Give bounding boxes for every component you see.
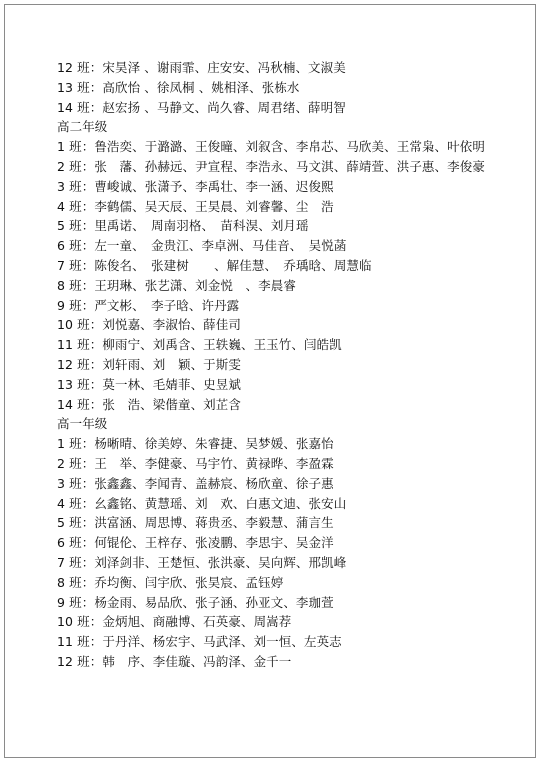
grade-heading: 高一年级 — [57, 416, 108, 432]
list-line: 14 班：张 浩、梁偕童、刘芷含 — [57, 396, 241, 412]
list-line: 7 班：刘泽剑非、王楚恒、张洪豪、吴向辉、邢凯峰 — [57, 554, 347, 570]
list-line: 5 班：洪富涵、周思博、蒋贵丞、李毅慧、蒲言生 — [57, 515, 334, 531]
list-line: 4 班：幺鑫铭、黄慧瑶、刘 欢、白惠文迪、张安山 — [57, 495, 347, 511]
list-line: 10 班：金炳旭、商融博、石英豪、周嵩荐 — [57, 614, 292, 630]
list-line: 4 班：李鹤儒、吴天辰、王昊晨、刘睿馨、尘 浩 — [57, 198, 334, 214]
list-line: 7 班：陈俊名、 张建树 、解佳慧、 乔瑀晗、周慧临 — [57, 257, 372, 273]
list-line: 9 班：严文彬、 李子晗、许丹露 — [57, 297, 240, 313]
document-page — [4, 4, 536, 758]
list-line: 1 班：鲁浩奕、于潞潞、王俊曈、刘叙含、李帛芯、马欣美、王常枭、叶依明 — [57, 139, 485, 155]
list-line: 3 班：张鑫鑫、李闻青、盖赫宸、杨欣童、徐子惠 — [57, 475, 334, 491]
list-line: 2 班：王 举、李健豪、马宇竹、黄禄晔、李盈霖 — [57, 455, 334, 471]
list-line: 3 班：曹峻诚、张潇予、李禹壮、李一涵、迟俊熙 — [57, 178, 334, 194]
list-line: 5 班：里禹诺、 周南羽格、 苗科淏、刘月瑶 — [57, 218, 309, 234]
list-line: 11 班：于丹洋、杨宏宇、马武泽、刘一恒、左英志 — [57, 634, 342, 650]
list-line: 11 班：柳雨宁、刘禹含、王轶巍、王玉竹、闫皓凯 — [57, 337, 342, 353]
list-line: 12 班：刘轩雨、刘 颖、于斯雯 — [57, 356, 241, 372]
list-line: 2 班：张 藩、孙赫远、尹宣程、李浩永、马文淇、薛靖萱、洪子惠、李俊豪 — [57, 158, 485, 174]
list-line: 6 班：何锟伦、王梓存、张凌鹏、李思宇、吴金洋 — [57, 535, 334, 551]
class-list — [57, 58, 519, 672]
list-line: 8 班：王玥琳、张艺潇、刘金悦 、李晨睿 — [57, 277, 296, 293]
grade-heading: 高二年级 — [57, 119, 108, 135]
list-line: 12 班：宋昊泽 、谢雨霏、庄安安、冯秋楠、文淑美 — [57, 60, 346, 75]
list-line: 12 班：韩 序、李佳璇、冯韵泽、金千一 — [57, 653, 292, 669]
list-line: 1 班：杨晰晴、徐美婷、朱睿捷、吴梦媛、张嘉怡 — [57, 436, 334, 452]
list-line: 14 班：赵宏扬 、马静文、尚久睿、周君绪、薛明智 — [57, 99, 346, 115]
list-line: 9 班：杨金雨、易品欣、张子涵、孙亚文、李珈萱 — [57, 594, 334, 610]
list-line: 13 班：高欣怡 、徐凤桐 、姚相泽、张栋水 — [57, 79, 300, 95]
list-line: 10 班：刘悦嘉、李淑怡、薛佳司 — [57, 317, 241, 333]
list-line: 8 班：乔均衡、闫宇欣、张昊宸、孟钰婷 — [57, 574, 284, 590]
list-line: 6 班：左一童、 金贵江、李卓洲、马佳音、 吴悦菡 — [57, 238, 347, 254]
list-line: 13 班：莫一林、毛婧菲、史昱斌 — [57, 376, 241, 392]
